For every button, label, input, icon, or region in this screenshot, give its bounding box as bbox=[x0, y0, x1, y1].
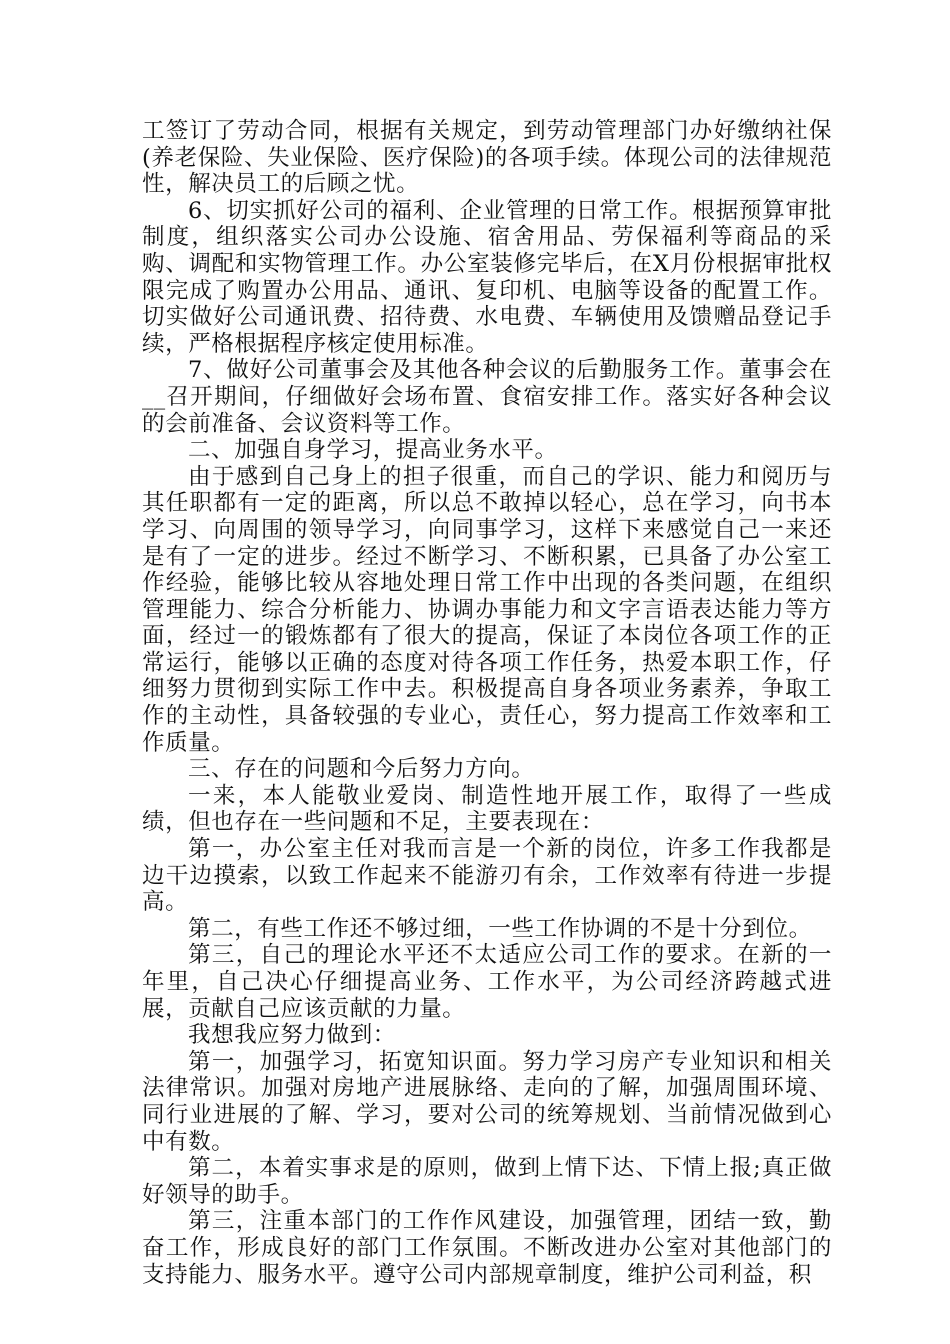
body-text bbox=[142, 118, 832, 1288]
paragraph-problem-second: 第二，有些工作还不够过细，一些工作协调的不是十分到位。 bbox=[188, 915, 812, 942]
section-heading-problems: 三、存在的问题和今后努力方向。 bbox=[188, 756, 535, 783]
paragraph-goal-first: 第一，加强学习，拓宽知识面。努力学习房产专业知识和相关法律常识。加强对房地产进展脉络、走向的了解，加强周围环境、同行业进展的了解、学习，要对公司的统筹规划、当前情况做到心中有数。 bbox=[142, 1048, 832, 1155]
paragraph-goals-intro: 我想我应努力做到： bbox=[188, 1022, 396, 1049]
paragraph-problem-third: 第三，自己的理论水平还不太适应公司工作的要求。在新的一年里，自己决心仔细提高业务、工作水平，为公司经济跨越式进展，贡献自己应该贡献的力量。 bbox=[142, 942, 832, 1022]
section-heading-self-study: 二、加强自身学习，提高业务水平。 bbox=[188, 437, 558, 464]
paragraph-goal-third: 第三，注重本部门的工作作风建设，加强管理，团结一致，勤奋工作，形成良好的部门工作氛围。不断改进办公室对其他部门的支持能力、服务水平。遵守公司内部规章制度，维护公司利益，积 bbox=[142, 1208, 832, 1288]
paragraph-board-meetings: 7、做好公司董事会及其他各种会议的后勤服务工作。董事会在__召开期间，仔细做好会场布置、食宿安排工作。落实好各种会议的会前准备、会议资料等工作。 bbox=[142, 357, 832, 437]
paragraph-learning-progress: 由于感到自己身上的担子很重，而自己的学识、能力和阅历与其任职都有一定的距离，所以总不敢掉以轻心，总在学习，向书本学习、向周围的领导学习，向同事学习，这样下来感觉自己一来还是有了一定的进步。经过不断学习、不断积累，已具备了办公室工作经验，能够比较从容地处理日常工作中出现的各类问题，在组织管理能力、综合分析能力、协调办事能力和文字言语表达能力等方面，经过一的锻炼都有了很大的提高，保证了本岗位各项工作的正常运行，能够以正确的态度对待各项工作任务，热爱本职工作，仔细努力贯彻到实际工作中去。积极提高自身各项业务素养，争取工作的主动性，具备较强的专业心，责任心，努力提高工作效率和工作质量。 bbox=[142, 463, 832, 756]
paragraph-goal-second: 第二，本着实事求是的原则，做到上情下达、下情上报;真正做好领导的助手。 bbox=[142, 1155, 832, 1208]
paragraph-social-insurance: 工签订了劳动合同，根据有关规定，到劳动管理部门办好缴纳社保(养老保险、失业保险、医疗保险)的各项手续。体现公司的法律规范性，解决员工的后顾之忧。 bbox=[142, 118, 832, 198]
paragraph-welfare-management: 6、切实抓好公司的福利、企业管理的日常工作。根据预算审批制度，组织落实公司办公设施、宿舍用品、劳保福利等商品的采购、调配和实物管理工作。办公室装修完毕后，在X月份根据审批权限完成了购置办公用品、通讯、复印机、电脑等设备的配置工作。切实做好公司通讯费、招待费、水电费、车辆使用及馈赠品登记手续，严格根据程序核定使用标准。 bbox=[142, 197, 832, 357]
paragraph-problems-intro: 一来，本人能敬业爱岗、制造性地开展工作，取得了一些成绩，但也存在一些问题和不足，主要表现在： bbox=[142, 782, 832, 836]
paragraph-problem-first: 第一，办公室主任对我而言是一个新的岗位，许多工作我都是边干边摸索，以致工作起来不能游刃有余，工作效率有待进一步提高。 bbox=[142, 836, 832, 916]
